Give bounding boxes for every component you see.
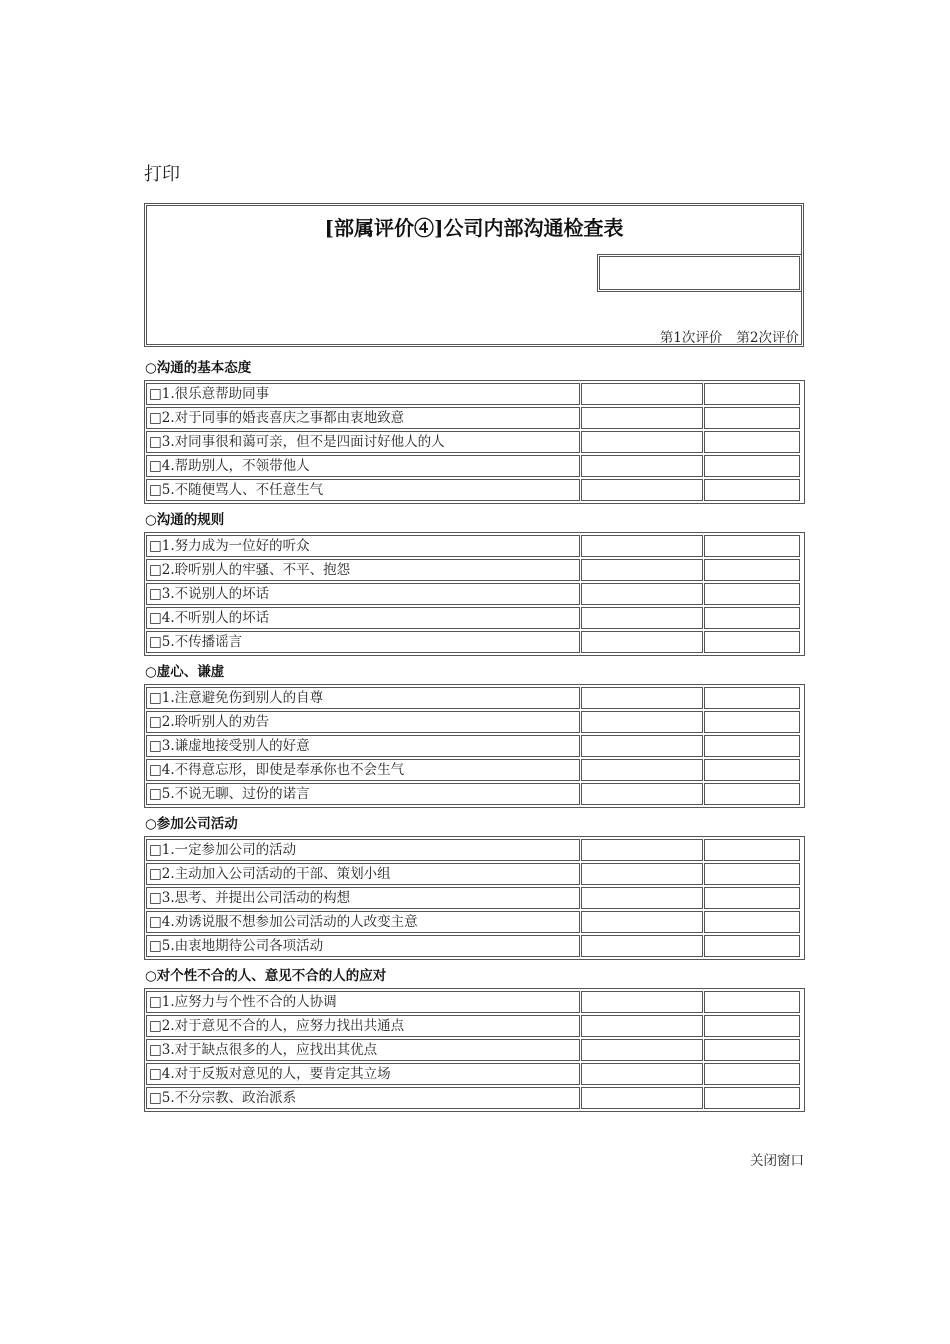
second-evaluation-cell[interactable]: [704, 711, 800, 733]
second-evaluation-cell[interactable]: [704, 783, 800, 805]
second-evaluation-cell[interactable]: [704, 1063, 800, 1085]
first-evaluation-cell[interactable]: [581, 687, 703, 709]
first-evaluation-cell[interactable]: [581, 735, 703, 757]
table-row: [146, 934, 803, 958]
evaluation-column-labels: [660, 326, 799, 346]
checklist-item: □3.对于缺点很多的人，应找出其优点: [146, 1039, 580, 1061]
table-row: [146, 686, 803, 710]
first-evaluation-cell[interactable]: [581, 991, 703, 1013]
checklist-table: [144, 532, 805, 656]
checklist-item: □2.对于意见不合的人，应努力找出共通点: [146, 1015, 580, 1037]
checklist-item: □3.谦虚地接受别人的好意: [146, 735, 580, 757]
second-evaluation-cell[interactable]: [704, 991, 800, 1013]
checklist-item: □4.劝诱说服不想参加公司活动的人改变主意: [146, 911, 580, 933]
second-evaluation-label: 第2次评价: [736, 330, 799, 346]
second-evaluation-cell[interactable]: [704, 383, 800, 405]
section-title: ○对个性不合的人、意见不合的人的应对: [145, 968, 387, 984]
second-evaluation-cell[interactable]: [704, 839, 800, 861]
table-row: [146, 534, 803, 558]
second-evaluation-cell[interactable]: [704, 407, 800, 429]
first-evaluation-cell[interactable]: [581, 383, 703, 405]
first-evaluation-cell[interactable]: [581, 583, 703, 605]
form-title: [部属评价④]公司内部沟通检查表: [324, 216, 624, 240]
checklist-item: □1.应努力与个性不合的人协调: [146, 991, 580, 1013]
table-row: [146, 862, 803, 886]
checklist-item: □5.不随便骂人、不任意生气: [146, 479, 580, 501]
second-evaluation-cell[interactable]: [704, 759, 800, 781]
first-evaluation-cell[interactable]: [581, 1063, 703, 1085]
checklist-item: □2.主动加入公司活动的干部、策划小组: [146, 863, 580, 885]
second-evaluation-cell[interactable]: [704, 479, 800, 501]
checklist-item: □3.思考、并提出公司活动的构想: [146, 887, 580, 909]
table-row: [146, 382, 803, 406]
first-evaluation-cell[interactable]: [581, 607, 703, 629]
second-evaluation-cell[interactable]: [704, 583, 800, 605]
first-evaluation-cell[interactable]: [581, 455, 703, 477]
second-evaluation-cell[interactable]: [704, 863, 800, 885]
second-evaluation-cell[interactable]: [704, 535, 800, 557]
checklist-item: □2.对于同事的婚丧喜庆之事都由衷地致意: [146, 407, 580, 429]
checklist-item: □1.努力成为一位好的听众: [146, 535, 580, 557]
checklist-item: □3.不说别人的坏话: [146, 583, 580, 605]
close-window-link[interactable]: 关闭窗口: [750, 1153, 804, 1169]
checklist-item: □5.不传播谣言: [146, 631, 580, 653]
table-row: [146, 1014, 803, 1038]
checklist-item: □4.不听别人的坏话: [146, 607, 580, 629]
table-row: [146, 990, 803, 1014]
checklist-item: □1.很乐意帮助同事: [146, 383, 580, 405]
checklist-item: □1.一定参加公司的活动: [146, 839, 580, 861]
checklist-item: □4.帮助别人，不领带他人: [146, 455, 580, 477]
first-evaluation-cell[interactable]: [581, 535, 703, 557]
section-title: ○沟通的规则: [145, 512, 225, 528]
first-evaluation-cell[interactable]: [581, 1039, 703, 1061]
first-evaluation-cell[interactable]: [581, 839, 703, 861]
table-row: [146, 838, 803, 862]
print-link[interactable]: 打印: [144, 164, 180, 185]
second-evaluation-cell[interactable]: [704, 687, 800, 709]
table-row: [146, 782, 803, 806]
table-row: [146, 454, 803, 478]
name-input-box[interactable]: [597, 254, 802, 292]
second-evaluation-cell[interactable]: [704, 735, 800, 757]
table-row: [146, 1038, 803, 1062]
checklist-item: □2.聆听别人的劝告: [146, 711, 580, 733]
checklist-item: □1.注意避免伤到别人的自尊: [146, 687, 580, 709]
checklist-item: □3.对同事很和蔼可亲，但不是四面讨好他人的人: [146, 431, 580, 453]
second-evaluation-cell[interactable]: [704, 1039, 800, 1061]
second-evaluation-cell[interactable]: [704, 1015, 800, 1037]
table-row: [146, 606, 803, 630]
section-title: ○参加公司活动: [145, 816, 238, 832]
second-evaluation-cell[interactable]: [704, 887, 800, 909]
checklist-table: [144, 988, 805, 1112]
first-evaluation-cell[interactable]: [581, 863, 703, 885]
first-evaluation-cell[interactable]: [581, 711, 703, 733]
first-evaluation-cell[interactable]: [581, 407, 703, 429]
checklist-table: [144, 380, 805, 504]
checklist-item: □4.对于反叛对意见的人，要肯定其立场: [146, 1063, 580, 1085]
form-header: [144, 203, 804, 347]
table-row: [146, 1086, 803, 1110]
second-evaluation-cell[interactable]: [704, 455, 800, 477]
table-row: [146, 406, 803, 430]
checklist-table: [144, 836, 805, 960]
checklist-item: □5.由衷地期待公司各项活动: [146, 935, 580, 957]
second-evaluation-cell[interactable]: [704, 935, 800, 957]
checklist-table: [144, 684, 805, 808]
first-evaluation-cell[interactable]: [581, 631, 703, 653]
table-row: [146, 734, 803, 758]
table-row: [146, 758, 803, 782]
table-row: [146, 710, 803, 734]
first-evaluation-label: 第1次评价: [659, 330, 723, 346]
section-title: ○沟通的基本态度: [145, 360, 252, 376]
second-evaluation-cell[interactable]: [704, 1087, 800, 1109]
table-row: [146, 478, 803, 502]
first-evaluation-cell[interactable]: [581, 935, 703, 957]
first-evaluation-cell[interactable]: [581, 911, 703, 933]
second-evaluation-cell[interactable]: [704, 431, 800, 453]
checklist-item: □5.不分宗教、政治派系: [146, 1087, 580, 1109]
table-row: [146, 1062, 803, 1086]
second-evaluation-cell[interactable]: [704, 911, 800, 933]
first-evaluation-cell[interactable]: [581, 887, 703, 909]
section-title: ○虚心、谦虚: [145, 664, 225, 680]
first-evaluation-cell[interactable]: [581, 1015, 703, 1037]
first-evaluation-cell[interactable]: [581, 431, 703, 453]
second-evaluation-cell[interactable]: [704, 607, 800, 629]
first-evaluation-cell[interactable]: [581, 783, 703, 805]
table-row: [146, 886, 803, 910]
first-evaluation-cell[interactable]: [581, 759, 703, 781]
table-row: [146, 582, 803, 606]
first-evaluation-cell[interactable]: [581, 559, 703, 581]
table-row: [146, 910, 803, 934]
checklist-item: □5.不说无聊、过份的诺言: [146, 783, 580, 805]
checklist-item: □4.不得意忘形，即使是奉承你也不会生气: [146, 759, 580, 781]
second-evaluation-cell[interactable]: [704, 559, 800, 581]
table-row: [146, 558, 803, 582]
second-evaluation-cell[interactable]: [704, 631, 800, 653]
first-evaluation-cell[interactable]: [581, 1087, 703, 1109]
first-evaluation-cell[interactable]: [581, 479, 703, 501]
table-row: [146, 630, 803, 654]
checklist-item: □2.聆听别人的牢骚、不平、抱怨: [146, 559, 580, 581]
table-row: [146, 430, 803, 454]
